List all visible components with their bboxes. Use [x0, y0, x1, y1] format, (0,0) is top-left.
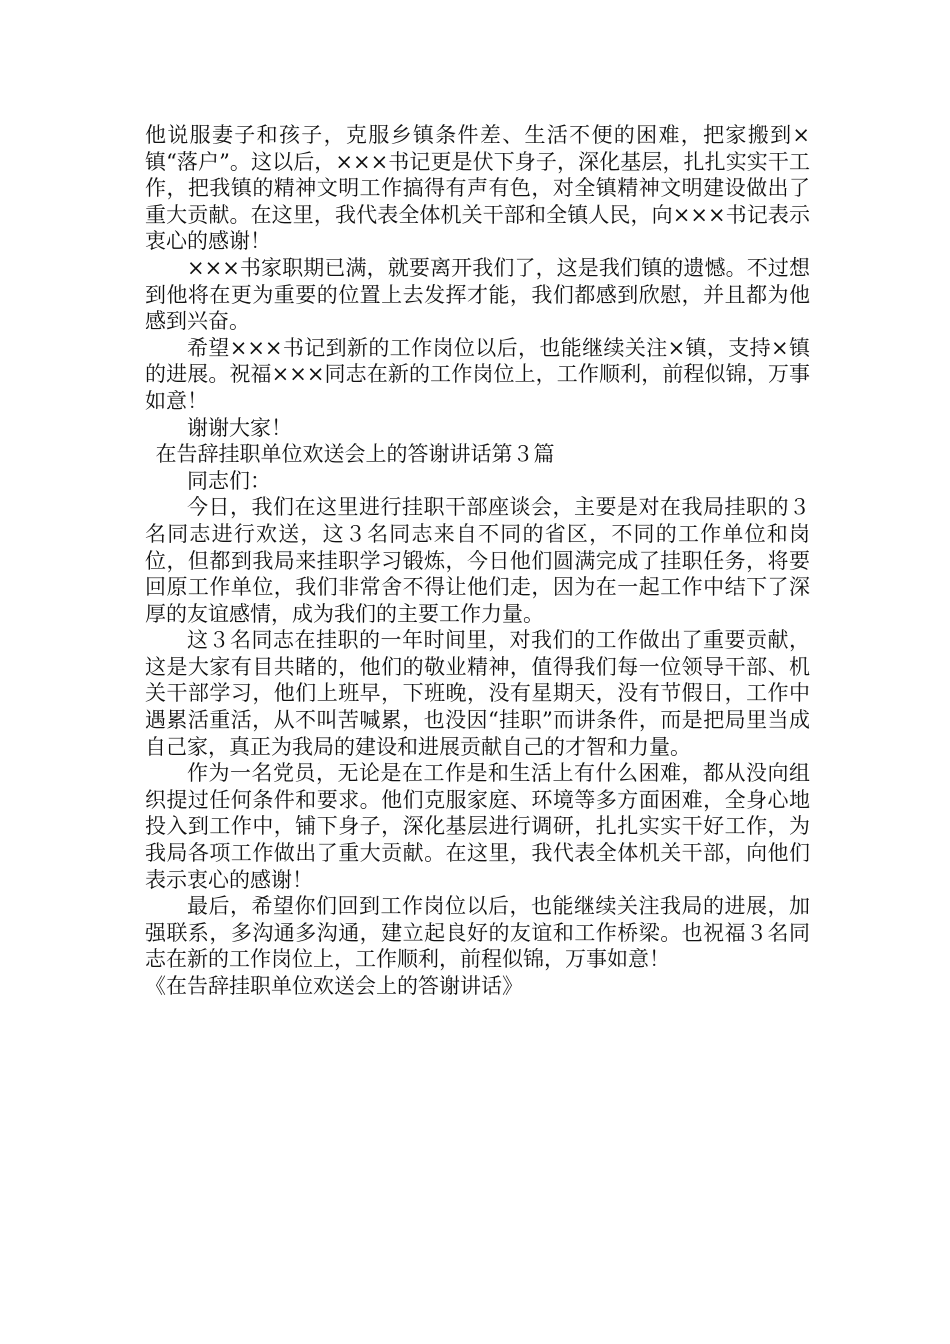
salutation: 同志们： [187, 468, 271, 493]
document-page [145, 122, 810, 1000]
paragraph-2: ×××书家职期已满，就要离开我们了，这是我们镇的遗憾。不过想到他将在更为重要的位置上去发挥才能，我们都感到欣慰，并且都为他感到兴奋。 [145, 255, 810, 334]
section-paragraph-2: 这３名同志在挂职的一年时间里，对我们的工作做出了重要贡献，这是大家有目共睹的，他们的敬业精神，值得我们每一位领导干部、机关干部学习，他们上班早，下班晚，没有星期天，没有节假日，工作中遇累活重活，从不叫苦喊累，也没因“挂职”而讲条件，而是把局里当成自己家，真正为我局的建设和进展贡献自己的才智和力量。 [145, 628, 810, 759]
paragraph-1: 他说服妻子和孩子，克服乡镇条件差、生活不便的困难，把家搬到×镇“落户”。这以后，×××书记更是伏下身子，深化基层，扎扎实实干工作，把我镇的精神文明工作搞得有声有色，对全镇精神文明建设做出了重大贡献。在这里，我代表全体机关干部和全镇人民，向×××书记表示衷心的感谢！ [145, 123, 810, 254]
section-heading: 在告辞挂职单位欢送会上的答谢讲话第３篇 [155, 442, 555, 467]
closing-title: 《在告辞挂职单位欢送会上的答谢讲话》 [145, 974, 523, 998]
paragraph-3: 希望×××书记到新的工作岗位以后，也能继续关注×镇，支持×镇的进展。祝福×××同志在新的工作岗位上，工作顺利，前程似锦，万事如意！ [145, 335, 810, 413]
section-paragraph-3: 作为一名党员，无论是在工作是和生活上有什么困难，都从没向组织提过任何条件和要求。他们克服家庭、环境等多方面困难，全身心地投入到工作中，铺下身子，深化基层进行调研，扎扎实实干好工作，为我局各项工作做出了重大贡献。在这里，我代表全体机关干部，向他们表示衷心的感谢！ [145, 761, 810, 892]
section-paragraph-4: 最后，希望你们回到工作岗位以后，也能继续关注我局的进展，加强联系，多沟通多沟通，建立起良好的友谊和工作桥梁。也祝福３名同志在新的工作岗位上，工作顺利，前程似锦，万事如意！ [145, 894, 810, 972]
section-paragraph-1: 今日，我们在这里进行挂职干部座谈会，主要是对在我局挂职的３名同志进行欢送，这３名同志来自不同的省区，不同的工作单位和岗位，但都到我局来挂职学习锻炼，今日他们圆满完成了挂职任务，将要回原工作单位，我们非常舍不得让他们走，因为在一起工作中结下了深厚的友谊感情，成为我们的主要工作力量。 [145, 495, 810, 626]
paragraph-thanks: 谢谢大家！ [187, 415, 292, 440]
